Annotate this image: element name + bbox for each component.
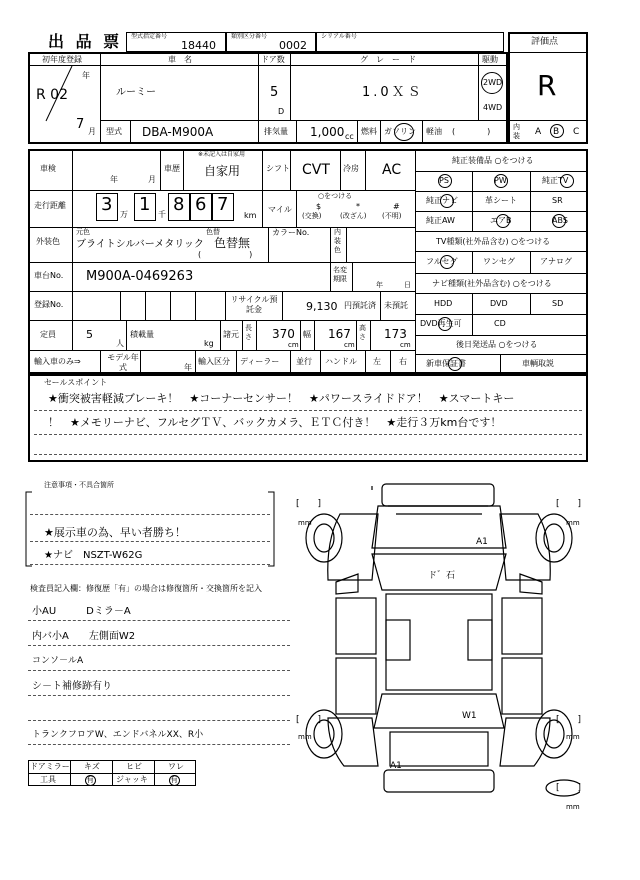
- reg-month: 7: [76, 117, 85, 132]
- equip-airbag: エアB: [490, 216, 512, 225]
- int-color-label: 内装色: [334, 228, 341, 254]
- inspector-line: トランクフロアW、エンドバネルXX、R小: [32, 730, 204, 740]
- page-title: 出 品 票: [48, 32, 123, 51]
- displacement-value: 1,000: [310, 125, 345, 139]
- glass-stone-mark: ド゛石: [428, 571, 456, 581]
- handle-label: ハンドル: [325, 357, 357, 366]
- history-note: ※未記入は自家用: [198, 151, 246, 158]
- grade-label: グ レ ー ド: [360, 55, 416, 64]
- recycle-deposited: 円預託済: [344, 301, 376, 310]
- height-label: 高さ: [359, 324, 366, 341]
- serial-label: シリアル番号: [321, 33, 357, 40]
- tools-break: ワレ: [168, 762, 184, 771]
- handle-right: 右: [399, 357, 407, 366]
- mileage-label: 走行距離: [34, 201, 66, 210]
- mileage-digit: 7: [217, 194, 229, 215]
- sales-line-2: ！ ★メモリーナビ、フルセグＴＶ、バックカメラ、ＥＴＣ付き！ ★走行３万km台です！: [48, 416, 502, 429]
- interior-opt-c: C: [573, 127, 580, 137]
- history-label: 車歴: [164, 164, 180, 173]
- model-label: 型式: [106, 127, 122, 136]
- tools-jack: ジャッキ: [116, 775, 148, 784]
- navi-cd: CD: [494, 319, 506, 328]
- tools-jack-has: 有: [170, 775, 178, 784]
- tire-mm: mm: [298, 733, 312, 741]
- model-value: DBA-M900A: [142, 125, 214, 139]
- score-value: R: [537, 69, 557, 102]
- recycle-not: 未預託: [384, 301, 408, 310]
- meter-opt2-sub: (改ざん): [340, 212, 367, 220]
- width-value: 167: [328, 327, 351, 341]
- mark-a1-rear: A1: [390, 761, 402, 771]
- tire-mm: mm: [566, 519, 580, 527]
- fuel-paren: ( ): [452, 127, 491, 136]
- color-paren: ( ): [198, 250, 253, 259]
- meter-circle-note: ○をつける: [318, 192, 353, 200]
- tv-analog: アナログ: [540, 257, 572, 266]
- tv-oneseg: ワンセグ: [483, 257, 515, 266]
- drive-2wd: 2WD: [483, 78, 503, 87]
- length-value: 370: [272, 327, 295, 341]
- length-cm: cm: [288, 341, 299, 349]
- inspector-line: 内バ小A 左側面W2: [32, 631, 136, 642]
- mark-w1: W1: [462, 711, 477, 721]
- mileage-digit: 1: [139, 194, 151, 215]
- serial-box: [316, 32, 504, 52]
- equip-navi: 純正ナビ: [426, 196, 458, 205]
- notes-label: 注意事項・不具合箇所: [44, 481, 114, 489]
- tv-fullseg: フルセグ: [426, 257, 458, 266]
- doors-value: 5: [270, 85, 279, 100]
- notes-line-1: ★展示車の為、早い者勝ち！: [44, 526, 186, 539]
- type-cert-no: 18440: [181, 39, 216, 52]
- tools-tool: 工具: [40, 775, 56, 784]
- shift-label: シフト: [266, 164, 290, 173]
- capacity-unit: 人: [116, 339, 124, 348]
- score-label: 評価点: [531, 37, 559, 47]
- tire-bracket: [ ]: [296, 715, 322, 725]
- tire-mm: mm: [298, 519, 312, 527]
- tire-mm: mm: [566, 733, 580, 741]
- equip-leather: 革シート: [485, 196, 517, 205]
- tools-scratch: キズ: [84, 762, 100, 771]
- first-reg-label: 初年度登録: [42, 55, 82, 64]
- tire-bracket: [ ]: [556, 499, 582, 509]
- capacity-value: 5: [86, 328, 93, 341]
- equip-ps: PS: [439, 176, 449, 185]
- orig-color: ブライトシルバーメタリック: [76, 239, 204, 250]
- inspector-line: シ－ト補修跡有り: [32, 681, 112, 692]
- tv-title: TV種類(社外品含む) ○をつける: [436, 237, 551, 246]
- handle-left: 左: [373, 357, 381, 366]
- height-value: 173: [384, 327, 407, 341]
- import-div-label: 輸入区分: [198, 357, 230, 366]
- fuel-gas: ガソリン: [384, 127, 416, 136]
- year-unit: 年: [82, 71, 90, 80]
- inspector-line: コンソ－ルA: [32, 656, 84, 666]
- equip-pw: PW: [494, 176, 507, 185]
- type-cert-box: [126, 32, 226, 52]
- tools-door-mirror: ドアミラー: [30, 762, 70, 771]
- reg-era: R 02: [36, 87, 68, 103]
- class-label: 類別区分番号: [231, 33, 268, 40]
- meter-opt3: #: [393, 202, 400, 211]
- plate-day: 日: [404, 281, 411, 289]
- km-unit: km: [244, 211, 257, 220]
- shift-value: CVT: [302, 162, 330, 178]
- doors-label: ドア数: [261, 55, 285, 64]
- navi-hdd: HDD: [434, 299, 453, 308]
- navi-title: ナビ種類(社外品含む) ○をつける: [432, 279, 552, 288]
- meter-opt2: *: [356, 202, 360, 211]
- inspector-label: 検査員記入欄：修復歴「有」の場合は修復箇所・交換箇所を記入: [30, 584, 262, 593]
- equip-tv: 純正TV: [542, 176, 569, 185]
- displacement-unit: cc: [345, 132, 354, 141]
- chassis-label: 車台No.: [34, 271, 64, 280]
- sales-line-1: ★衝突被害軽減ブレーキ！ ★コーナーセンサー！ ★パワースライドドア！ ★スマートキー: [48, 392, 515, 405]
- tire-bracket: [ ]: [556, 715, 582, 725]
- type-cert-label: 型式指定番号: [131, 33, 168, 40]
- color-label: 外装色: [36, 237, 60, 246]
- later-manual: 車輌取説: [522, 359, 554, 368]
- color-change: 色替無: [214, 236, 251, 250]
- dim-label: 諸元: [223, 330, 239, 339]
- tools-crack: ヒビ: [126, 762, 142, 771]
- spare-bracket: [ ]: [556, 783, 582, 793]
- class-box: [226, 32, 316, 52]
- notes-line-2: ★ナビ NSZT-W62G: [44, 550, 143, 561]
- history-value: 自家用: [204, 164, 241, 178]
- tools-tool-has: 有: [86, 775, 94, 784]
- equip-abs: ABS: [552, 216, 568, 225]
- meter-opt1-sub: (交換): [302, 212, 322, 220]
- height-cm: cm: [400, 341, 411, 349]
- mileage-digit: 8: [173, 194, 185, 215]
- spare-mm: mm: [566, 803, 580, 811]
- navi-dvd: DVD: [490, 299, 508, 308]
- plate-label: 名変期限: [333, 266, 347, 283]
- interior-label-2: 装: [513, 132, 520, 140]
- color-code-label: カラーNo.: [272, 228, 310, 237]
- fuel-label: 燃料: [361, 127, 377, 136]
- car-name-label: 車 名: [168, 55, 192, 64]
- mileage-digit: 6: [195, 194, 207, 215]
- class-no: 0002: [279, 39, 307, 52]
- model-year-unit: 年: [184, 363, 192, 372]
- fuel-diesel: 軽油: [426, 127, 442, 136]
- model-year-label: モデル年式: [107, 353, 139, 372]
- capacity-label: 定員: [40, 330, 56, 339]
- recycle-label: リサイクル預託金: [230, 295, 278, 314]
- sen-unit: 千: [158, 210, 166, 219]
- car-diagram: [300, 470, 580, 800]
- later-warranty: 新車保証書: [426, 359, 466, 368]
- mark-a1-front: A1: [476, 537, 488, 547]
- interior-opt-b: B: [553, 127, 560, 137]
- shaken-month-unit: 月: [148, 175, 156, 184]
- mile-label: マイル: [268, 205, 292, 214]
- car-name: ルーミー: [116, 87, 156, 98]
- ac-label: 冷房: [343, 164, 359, 173]
- later-title: 後日発送品 ○をつける: [456, 340, 538, 349]
- meter-opt3-sub: (不明): [382, 212, 402, 220]
- length-label: 長さ: [245, 324, 252, 341]
- equip-aw: 純正AW: [426, 216, 455, 225]
- dealer-opt: ディーラー: [240, 357, 280, 366]
- parallel-opt: 並行: [296, 357, 312, 366]
- interior-label-1: 内: [513, 123, 520, 131]
- displacement-label: 排気量: [264, 127, 288, 136]
- chassis-value: M900A-0469263: [86, 269, 194, 284]
- width-label: 幅: [303, 330, 311, 339]
- tire-bracket: [ ]: [296, 499, 322, 509]
- load-unit: kg: [204, 339, 214, 348]
- navi-dvd-play: DVD再生可: [420, 319, 462, 328]
- recycle-value: 9,130: [306, 300, 338, 313]
- door-suffix: D: [278, 107, 285, 116]
- factory-equip-title: 純正装備品 ○をつける: [452, 156, 534, 165]
- import-label: 輸入車のみ⇒: [34, 357, 81, 366]
- navi-sd: SD: [552, 299, 564, 308]
- inspector-line: 小AU Dミラ－A: [32, 606, 131, 617]
- reg-no-label: 登録No.: [34, 300, 64, 309]
- month-unit: 月: [88, 127, 96, 136]
- orig-color-label: 元色: [76, 228, 90, 236]
- man-unit: 万: [120, 210, 128, 219]
- grade-value: 1.0ＸＳ: [362, 85, 424, 100]
- width-cm: cm: [344, 341, 355, 349]
- drive-label: 駆動: [482, 55, 498, 64]
- plate-year: 年: [376, 281, 383, 289]
- meter-opt1: $: [316, 202, 322, 211]
- interior-opt-a: A: [535, 127, 542, 137]
- load-label: 積載量: [130, 330, 154, 339]
- sales-label: セールスポイント: [44, 378, 108, 387]
- shaken-year-unit: 年: [110, 175, 118, 184]
- color-change-label: 色替: [206, 228, 220, 236]
- drive-4wd: 4WD: [483, 103, 503, 112]
- ac-value: AC: [382, 162, 402, 178]
- mileage-digit: 3: [101, 194, 113, 215]
- shaken-label: 車検: [40, 164, 56, 173]
- equip-sr: SR: [552, 196, 563, 205]
